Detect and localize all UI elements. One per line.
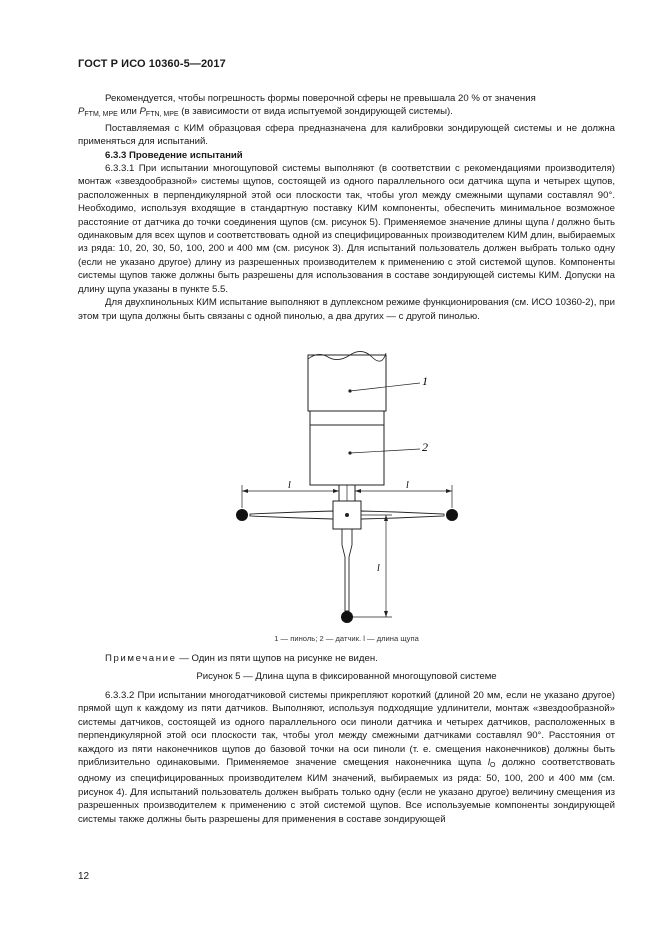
multi-probe-block — [78, 689, 615, 826]
document-header: ГОСТ Р ИСО 10360-5—2017 — [78, 58, 226, 70]
leader-dot — [348, 451, 351, 454]
vertical-stylus-tip — [341, 611, 353, 623]
label-2: 2 — [422, 440, 428, 454]
paragraph-reference-sphere: Поставляемая с КИМ образцовая сфера предназначена для калибровки зондирующей системы и не должна применяться для испытаний. — [78, 122, 615, 148]
paragraph-form-error: Рекомендуется, чтобы погрешность формы поверочной сферы не превышала 20 % от значения — [105, 93, 536, 104]
dim-label-left: l — [288, 480, 291, 491]
left-stylus-shaft — [250, 511, 333, 519]
probe-head-body — [310, 425, 384, 485]
figure-caption: Рисунок 5 — Длина щупа в фиксированной многощуповой системе — [196, 671, 497, 682]
label-1: 1 — [422, 374, 428, 388]
page-number: 12 — [78, 871, 90, 882]
left-stylus-tip — [236, 509, 248, 521]
dim-label-right: l — [406, 480, 409, 491]
center-point — [345, 513, 349, 517]
dim-arrow — [446, 489, 452, 493]
section-heading: 6.3.3 Проведение испытаний — [105, 149, 243, 161]
vertical-stylus-shaft — [342, 529, 352, 611]
probe-head-collar — [310, 411, 384, 425]
dim-arrow — [242, 489, 248, 493]
figure-5-probe-system — [200, 345, 480, 645]
intro-block — [78, 92, 615, 323]
figure-legend: 1 — пиноль; 2 — датчик. l — длина щупа — [274, 634, 419, 643]
paragraph-duplex: Для двухпинольных КИМ испытание выполняют в дуплексном режиме функционирования (см. ИСО 10360-2), при этом три щупа должны быть связаны с одной пинолью, а два других — с другой пинолью. — [78, 297, 615, 322]
dim-arrow — [355, 489, 361, 493]
dim-label-vertical: l — [377, 563, 380, 574]
paragraph-form-error-cont: $P_{FTM, MPE}$ или $P_{FTN, MPE}$ (в зависимости от вида испытуемой зондирующей системы). — [78, 106, 453, 119]
figure-note: Примечание — Один из пяти щупов на рисунке не виден. — [105, 653, 378, 664]
dim-arrow — [384, 611, 388, 617]
paragraph-6-3-3-2: 6.3.3.2 При испытании многодатчиковой системы прикрепляют короткий (длиной 20 мм, если не указано другое) прямой щуп к каждому из пяти датчиков. Выполняют, используя подходящие удлинители, монтаж «звездообразной» системы датчиков, состоящей из одного параллельного оси пиноли датчика и четырех датчиков, расположенных в перпендикулярной этой оси плоскости так, чтобы угол между смежными датчиками составлял 90°. Расстояния от каждого из пяти наконечников щупов до базовой точки на оси пиноли (т. е. смещения наконечников) должны быть приблизительно одинаковыми. Применяемое значение смещения наконечника щупа $l_O$ должно соответствовать одному из специфицированных производителем КИМ значений, выбираемых из ряда: 50, 100, 200 и 400 мм (см. рисунок 4). Для испытаний пользователь должен выбрать только одну (если не указано другое) величину смещения из разрешенных производителем к применению с этой системой щупов. Все используемые компоненты зондирующей системы также должны быть разрешены для применения в составе зондирующей — [78, 690, 615, 825]
leader-dot — [348, 389, 351, 392]
probe-diagram — [200, 345, 480, 645]
right-stylus-tip — [446, 509, 458, 521]
dim-arrow — [333, 489, 339, 493]
quill-body — [308, 355, 386, 411]
paragraph-6-3-3-1: 6.3.3.1 При испытании многощуповой системы выполняют (в соответствии с рекомендациями производителя) монтаж «звездообразной» системы щупов, состоящей из одного параллельного оси датчика щупа и четырех щупов, расположенных в перпендикулярной этой оси плоскости так, чтобы угол между смежными щупами составлял 90°. Необходимо, используя входящие в стандартную поставку КИМ компоненты, обеспечить минимальное возможное расстояние от датчика до точки соединения щупов (см. рисунок 5). Применяемое значение длины щупа l должно быть одинаковым для всех щупов и соответствовать одной из специфицированных производителем КИМ длин, выбираемых из ряда: 10, 20, 30, 50, 100, 200 и 400 мм (см. рисунок 3). Для испытаний пользователь должен выбрать только одну (если не указано другое) длину из разрешенных производителем к применению с этой системой щупов. Компоненты системы щупов также должны быть разрешены для использования в составе зондирующей системы КИМ. Допуски на длину щупа указаны в пункте 5.5. — [78, 163, 615, 295]
